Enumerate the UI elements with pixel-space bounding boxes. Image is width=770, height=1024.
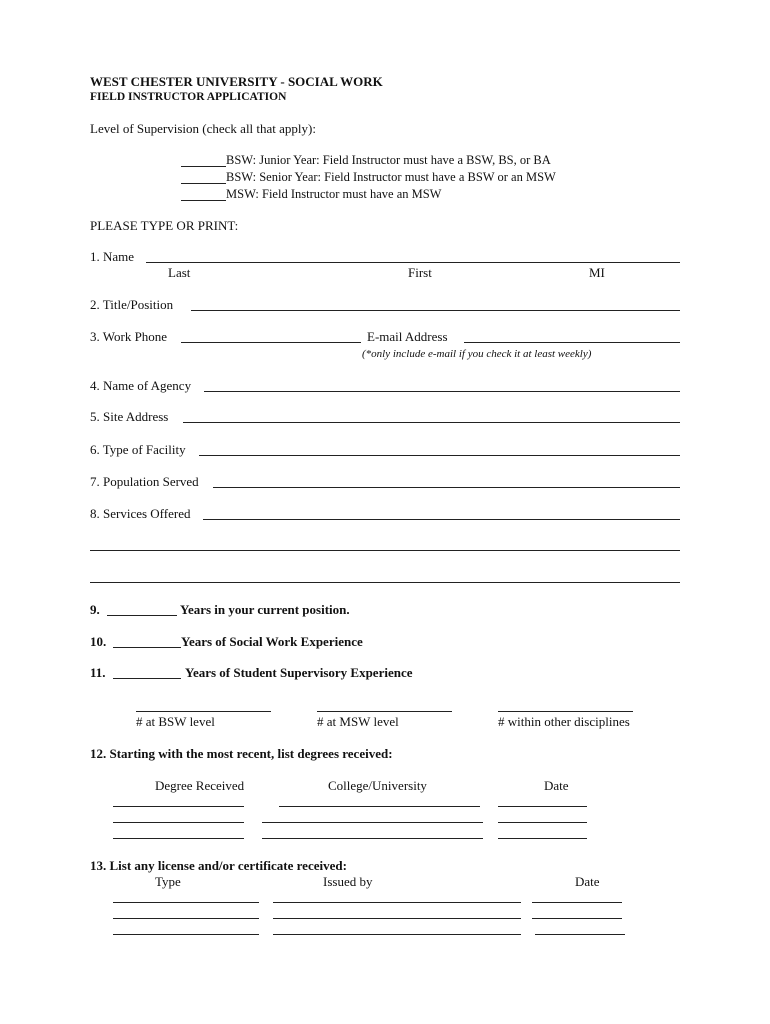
college-field[interactable] — [262, 838, 483, 839]
site-address-field[interactable] — [183, 422, 680, 423]
bsw-senior-option: BSW: Senior Year: Field Instructor must have a BSW or an MSW — [226, 170, 556, 184]
agency-field[interactable] — [204, 391, 680, 392]
agency-label: 4. Name of Agency — [90, 378, 192, 393]
license-type-column-header: Type — [155, 874, 181, 889]
work-phone-field[interactable] — [181, 342, 361, 343]
q9-field[interactable] — [107, 615, 177, 616]
college-column-header: College/University — [328, 778, 427, 793]
name-mi-caption: MI — [589, 265, 605, 280]
degree-column-header: Degree Received — [155, 778, 245, 793]
msw-blank[interactable] — [181, 200, 226, 201]
licenses-heading: 13. List any license and/or certificate received: — [90, 858, 347, 873]
degree-date-field[interactable] — [498, 838, 587, 839]
name-field[interactable] — [146, 262, 680, 263]
msw-level-field[interactable] — [317, 711, 452, 712]
q9-number: 9. — [90, 602, 100, 617]
license-date-field[interactable] — [532, 918, 622, 919]
msw-option: MSW: Field Instructor must have an MSW — [226, 187, 442, 201]
site-address-label: 5. Site Address — [90, 409, 169, 424]
form-subtitle: FIELD INSTRUCTOR APPLICATION — [90, 91, 287, 103]
facility-field[interactable] — [199, 455, 680, 456]
q10-number: 10. — [90, 634, 107, 649]
email-label: E-mail Address — [367, 329, 448, 344]
title-field[interactable] — [191, 310, 680, 311]
college-field[interactable] — [279, 806, 480, 807]
degree-date-column-header: Date — [544, 778, 569, 793]
population-field[interactable] — [213, 487, 680, 488]
type-or-print-instruction: PLEASE TYPE OR PRINT: — [90, 218, 239, 233]
population-label: 7. Population Served — [90, 474, 199, 489]
msw-level-caption: # at MSW level — [317, 714, 399, 729]
work-phone-label: 3. Work Phone — [90, 329, 168, 344]
degree-field[interactable] — [113, 806, 244, 807]
q9-label: Years in your current position. — [180, 602, 350, 617]
services-field-line-2[interactable] — [90, 550, 680, 551]
name-first-caption: First — [408, 265, 432, 280]
title-label: 2. Title/Position — [90, 297, 174, 312]
degree-date-field[interactable] — [498, 806, 587, 807]
q10-field[interactable] — [113, 647, 181, 648]
email-field[interactable] — [464, 342, 680, 343]
supervision-heading: Level of Supervision (check all that apply): — [90, 121, 316, 136]
degree-date-field[interactable] — [498, 822, 587, 823]
other-disciplines-field[interactable] — [498, 711, 633, 712]
issued-by-column-header: Issued by — [323, 874, 373, 889]
facility-label: 6. Type of Facility — [90, 442, 186, 457]
degree-field[interactable] — [113, 822, 244, 823]
issued-by-field[interactable] — [273, 934, 521, 935]
issued-by-field[interactable] — [273, 918, 521, 919]
license-type-field[interactable] — [113, 934, 259, 935]
issued-by-field[interactable] — [273, 902, 521, 903]
license-type-field[interactable] — [113, 902, 259, 903]
email-note: (*only include e-mail if you check it at least weekly) — [362, 348, 592, 360]
q11-label: Years of Student Supervisory Experience — [185, 665, 413, 680]
name-label: 1. Name — [90, 249, 135, 264]
license-date-column-header: Date — [575, 874, 600, 889]
bsw-junior-option: BSW: Junior Year: Field Instructor must have a BSW, BS, or BA — [226, 153, 551, 167]
q11-number: 11. — [90, 665, 106, 680]
other-disciplines-caption: # within other disciplines — [498, 714, 630, 729]
q10-label: Years of Social Work Experience — [181, 634, 363, 649]
services-field-line-3[interactable] — [90, 582, 680, 583]
bsw-junior-blank[interactable] — [181, 166, 226, 167]
license-type-field[interactable] — [113, 918, 259, 919]
name-last-caption: Last — [168, 265, 191, 280]
degrees-heading: 12. Starting with the most recent, list degrees received: — [90, 746, 393, 761]
college-field[interactable] — [262, 822, 483, 823]
license-date-field[interactable] — [535, 934, 625, 935]
bsw-level-caption: # at BSW level — [136, 714, 215, 729]
services-field[interactable] — [203, 519, 680, 520]
bsw-level-field[interactable] — [136, 711, 271, 712]
bsw-senior-blank[interactable] — [181, 183, 226, 184]
license-date-field[interactable] — [532, 902, 622, 903]
degree-field[interactable] — [113, 838, 244, 839]
form-title: WEST CHESTER UNIVERSITY - SOCIAL WORK — [90, 74, 383, 89]
services-label: 8. Services Offered — [90, 506, 191, 521]
q11-field[interactable] — [113, 678, 181, 679]
